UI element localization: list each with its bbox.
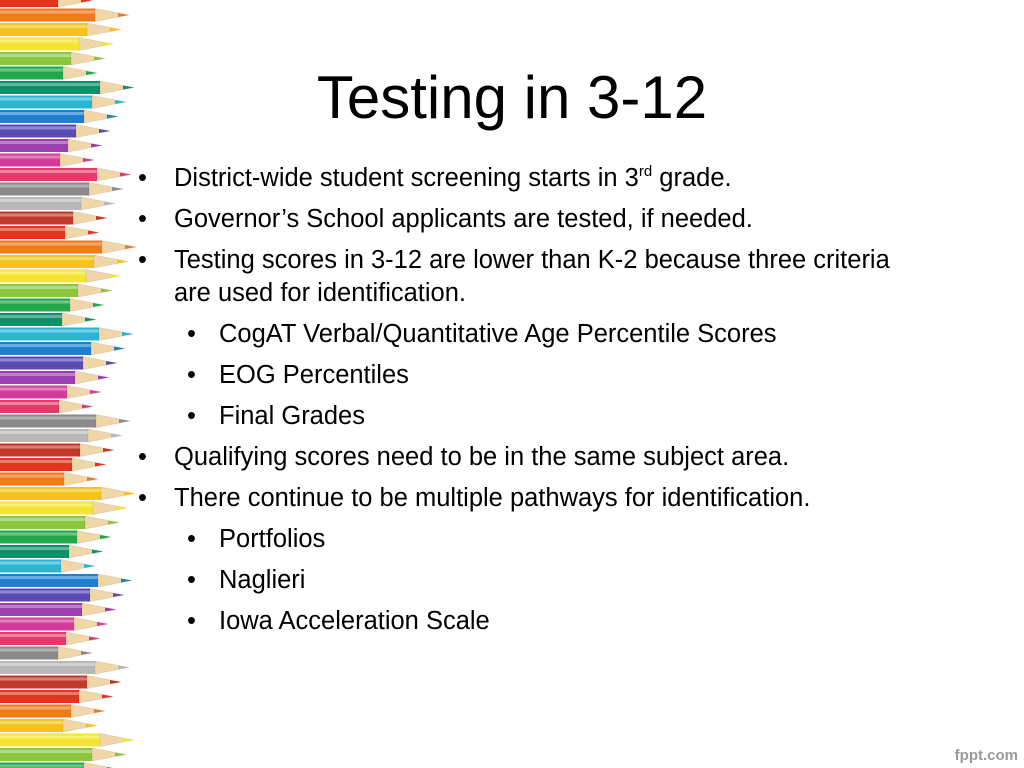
pencil-icon	[0, 371, 109, 384]
pencil-icon	[0, 574, 132, 587]
bullet-text: Naglieri	[219, 566, 306, 594]
bullet-text-after: grade.	[652, 164, 732, 192]
bullet-item	[130, 244, 920, 310]
bullet-text: There continue to be multiple pathways for identification.	[174, 484, 811, 512]
pencil-icon	[0, 748, 126, 761]
pencil-icon	[0, 516, 119, 529]
pencil-icon	[0, 9, 129, 22]
pencil-icon	[0, 23, 121, 36]
pencil-icon	[0, 676, 121, 689]
bullet-text: CogAT Verbal/Quantitative Age Percentile Scores	[219, 320, 777, 348]
pencil-icon	[0, 647, 92, 660]
bullet-item	[130, 482, 920, 515]
pencil-icon	[0, 487, 135, 500]
bullet-superscript: rd	[638, 163, 653, 180]
bullet-marker: •	[138, 164, 147, 192]
bullet-marker: •	[138, 484, 147, 512]
pencil-icon	[0, 328, 133, 341]
pencil-icon	[0, 458, 106, 471]
pencil-icon	[0, 183, 123, 196]
bullet-text: Portfolios	[219, 525, 326, 553]
pencil-icon	[0, 705, 105, 718]
bullet-text: Qualifying scores need to be in the same subject area.	[174, 443, 790, 471]
bullet-text: Governor’s School applicants are tested, if needed.	[174, 205, 753, 233]
bullet-text: EOG Percentiles	[219, 361, 409, 389]
pencil-icon	[0, 197, 115, 210]
pencil-icon	[0, 531, 111, 544]
pencil-icon	[0, 473, 98, 486]
bullet-item	[130, 162, 920, 195]
bullet-marker: •	[138, 443, 147, 471]
bullet-list	[130, 162, 920, 646]
pencil-icon	[0, 255, 128, 268]
bullet-text: District-wide student screening starts in 3	[174, 164, 639, 192]
bullet-text: Iowa Acceleration Scale	[219, 607, 490, 635]
watermark-logo: fppt.com	[954, 747, 1018, 764]
pencil-icon	[0, 429, 122, 442]
pencil-icon	[0, 241, 136, 254]
pencil-icon	[0, 690, 113, 703]
bullet-item	[130, 203, 920, 236]
pencil-icon	[0, 284, 112, 297]
pencil-icon	[0, 313, 96, 326]
bullet-marker: •	[138, 205, 147, 233]
pencil-icon	[0, 139, 102, 152]
bullet-text: Final Grades	[219, 402, 365, 430]
pencil-icon	[0, 342, 125, 355]
slide-title: Testing in 3-12	[316, 64, 708, 131]
pencil-icon	[0, 38, 113, 51]
pencil-icon	[0, 299, 104, 312]
sub-bullet-item	[130, 318, 920, 351]
pencil-icon	[0, 226, 99, 239]
pencil-icon	[0, 270, 120, 283]
pencil-icon	[0, 357, 117, 370]
sub-bullet-item	[130, 400, 920, 433]
pencil-icon	[0, 589, 124, 602]
pencil-icon	[0, 618, 108, 631]
bullet-marker: •	[187, 607, 196, 635]
sub-bullet-item	[130, 523, 920, 556]
pencil-icon	[0, 444, 114, 457]
bullet-marker: •	[187, 320, 196, 348]
pencil-icon	[0, 386, 101, 399]
bullet-marker: •	[187, 402, 196, 430]
pencil-icon	[0, 763, 118, 768]
pencil-icon	[0, 168, 131, 181]
pencil-icon	[0, 719, 97, 732]
pencil-icon	[0, 154, 94, 167]
pencil-icon	[0, 415, 130, 428]
sub-bullet-item	[130, 605, 920, 638]
pencil-icon	[0, 545, 103, 558]
pencil-icon	[0, 560, 95, 573]
pencil-icon	[0, 400, 93, 413]
sub-bullet-item	[130, 359, 920, 392]
pencil-icon	[0, 632, 100, 645]
pencil-icon	[0, 734, 134, 747]
bullet-text: Testing scores in 3-12 are lower than K-2 because three criteria are used for identification.	[174, 246, 890, 307]
sub-bullet-item	[130, 564, 920, 597]
pencil-icon	[0, 212, 107, 225]
bullet-marker: •	[138, 246, 147, 274]
pencil-icon	[0, 603, 116, 616]
pencil-icon	[0, 0, 92, 7]
pencil-icon	[0, 502, 127, 515]
bullet-marker: •	[187, 525, 196, 553]
pencil-icon	[0, 661, 129, 674]
bullet-marker: •	[187, 361, 196, 389]
bullet-marker: •	[187, 566, 196, 594]
bullet-item	[130, 441, 920, 474]
